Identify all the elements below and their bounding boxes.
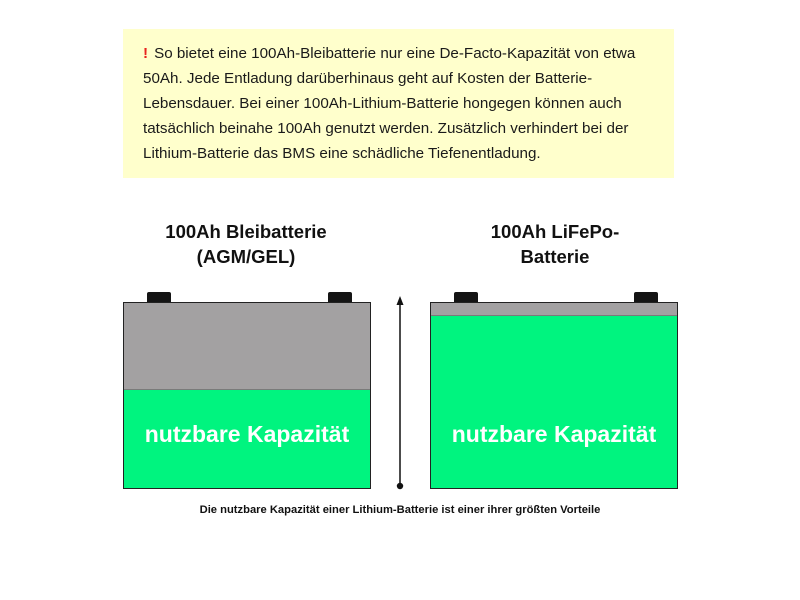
battery-terminal-icon <box>454 292 478 302</box>
unusable-capacity <box>124 303 370 389</box>
usable-capacity-label: nutzbare Kapazität <box>144 421 350 447</box>
lifepo-battery <box>430 302 678 489</box>
battery-terminal-icon <box>634 292 658 302</box>
battery-terminal-icon <box>328 292 352 302</box>
unusable-capacity <box>431 303 677 315</box>
capacity-arrow-icon <box>390 296 410 492</box>
caption: Die nutzbare Kapazität einer Lithium-Batterie ist einer ihrer größten Vorteile <box>199 504 601 516</box>
lead-battery-title: 100Ah Bleibatterie (AGM/GEL) <box>165 221 327 267</box>
note-line: ! So bietet eine 100Ah-Bleibatterie nur eine De-Facto-Kapazität von etwa <box>143 45 636 62</box>
capacity-divider <box>431 315 677 316</box>
lead-battery <box>123 302 371 489</box>
note-line: 50Ah. Jede Entladung darüberhinaus geht auf Kosten der Batterie- <box>143 70 593 87</box>
usable-capacity-label: nutzbare Kapazität <box>451 421 657 447</box>
note-line: Lithium-Batterie das BMS eine schädliche Tiefenentladung. <box>143 145 541 162</box>
info-note <box>123 29 674 178</box>
note-line: tatsächlich beinahe 100Ah genutzt werden. Zusätzlich verhindert bei der <box>143 120 629 137</box>
usable-capacity <box>431 315 677 488</box>
battery-terminal-icon <box>147 292 171 302</box>
alert-mark: ! <box>143 45 149 62</box>
note-line: Lebensdauer. Bei einer 100Ah-Lithium-Batterie hongegen können auch <box>143 95 622 112</box>
capacity-divider <box>124 389 370 390</box>
lifepo-battery-title: 100Ah LiFePo- Batterie <box>490 221 620 267</box>
